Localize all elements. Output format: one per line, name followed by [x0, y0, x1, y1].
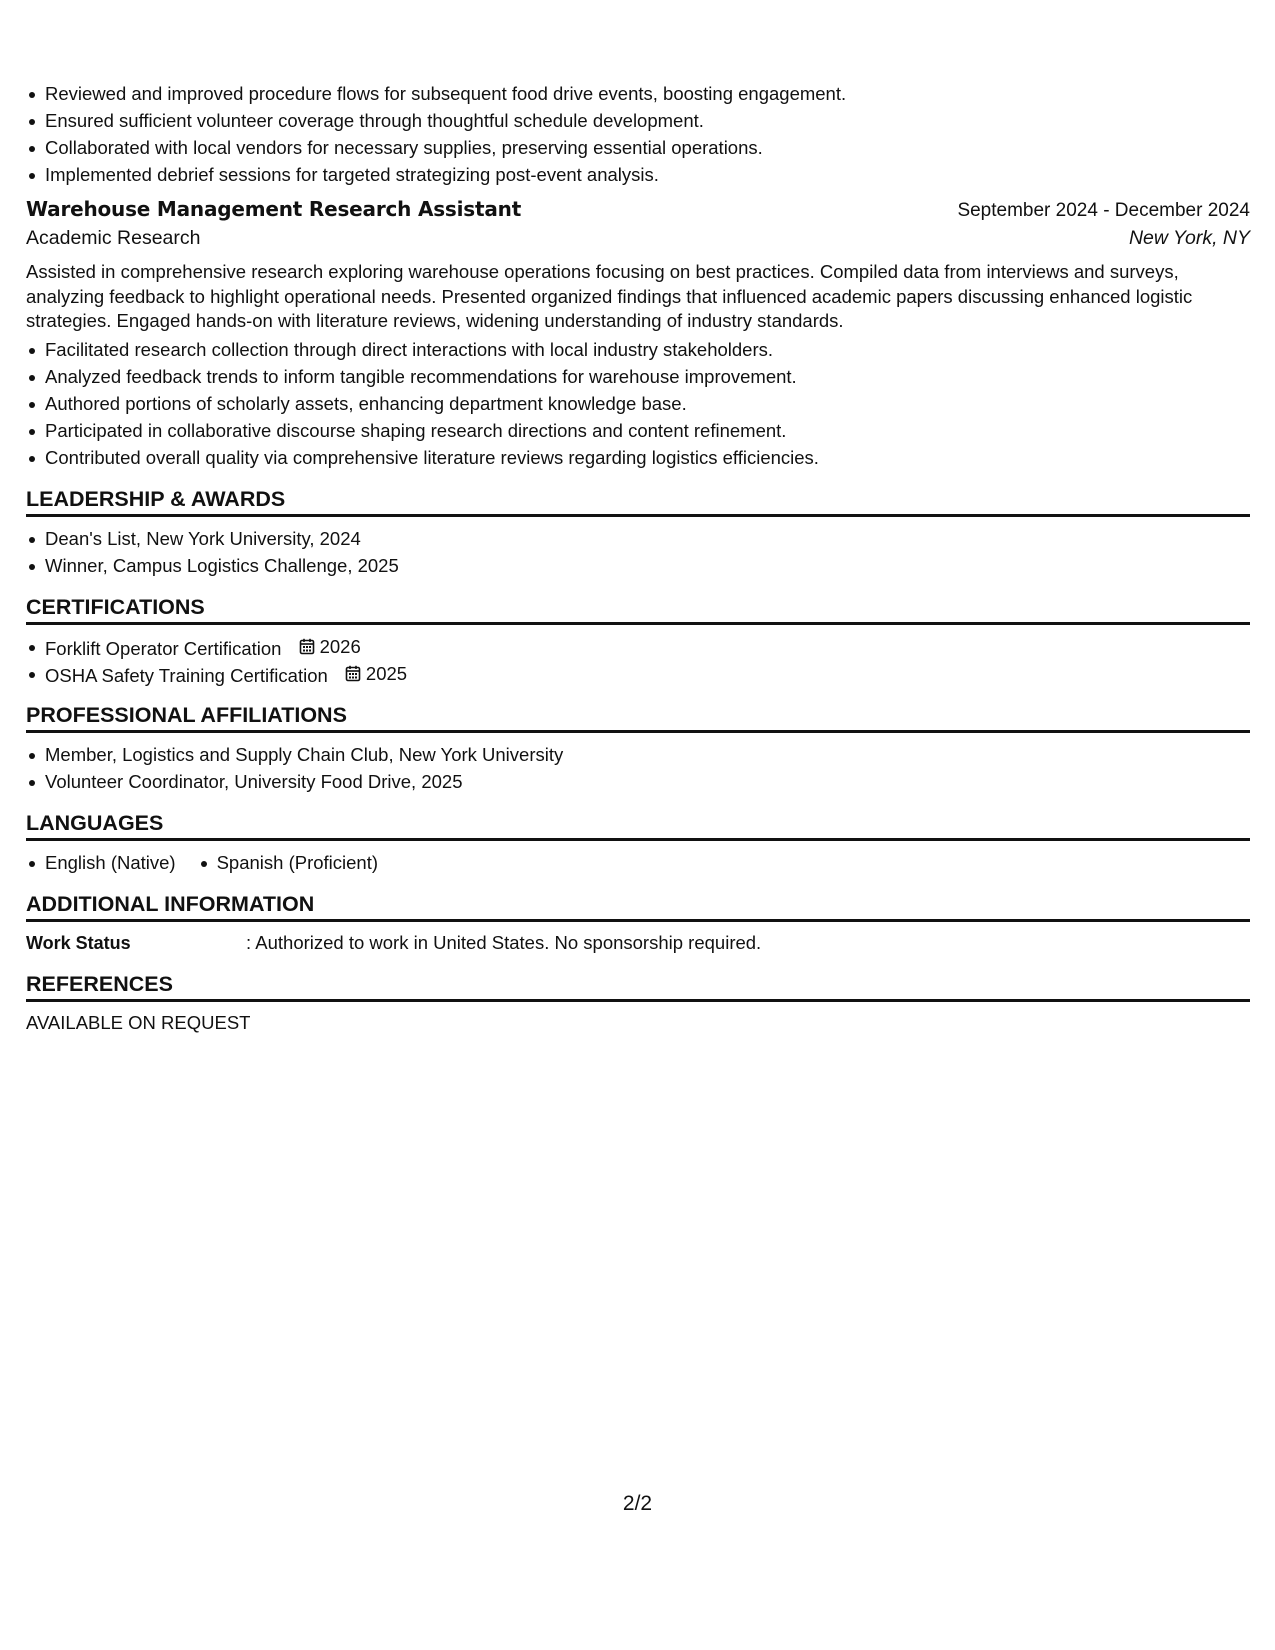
- calendar-icon: [345, 665, 361, 682]
- job-title: Warehouse Management Research Assistant: [26, 197, 522, 221]
- language-item: Spanish (Proficient): [198, 849, 378, 876]
- list-item: Volunteer Coordinator, University Food Drive, 2025: [26, 768, 1250, 795]
- affiliations-list: [26, 741, 1250, 795]
- certification-name: OSHA Safety Training Certification: [45, 664, 328, 686]
- list-item: [26, 633, 1250, 660]
- job-header: [26, 197, 1250, 227]
- job-bullets: [26, 336, 1250, 471]
- job-description: Assisted in comprehensive research exploring warehouse operations focusing on best practices. Compiled data from interviews and surveys, analyzing feedback to highlight operational needs. Presented organized findings that influenced academic papers discussing enhanced logistic strategies. Engaged hands-on with literature reviews, widening understanding of industry standards.: [26, 261, 1193, 331]
- list-item: Member, Logistics and Supply Chain Club, New York University: [26, 741, 1250, 768]
- list-item: Implemented debrief sessions for targeted strategizing post-event analysis.: [26, 161, 1250, 188]
- list-item: Collaborated with local vendors for necessary supplies, preserving essential operations.: [26, 134, 1250, 161]
- prev-job-bullets: [26, 80, 1250, 188]
- section-heading-references: REFERENCES: [26, 970, 1250, 1002]
- list-item: Participated in collaborative discourse shaping research directions and content refinement.: [26, 417, 1250, 444]
- certification-year: 2026: [319, 635, 361, 657]
- references-text: AVAILABLE ON REQUEST: [26, 1011, 251, 1033]
- list-item: Facilitated research collection through direct interactions with local industry stakeholders.: [26, 336, 1250, 363]
- languages-list: [26, 849, 1250, 876]
- list-item: Reviewed and improved procedure flows for subsequent food drive events, boosting engagement.: [26, 80, 1250, 107]
- job-subheader: [26, 227, 1250, 258]
- work-status-row: [26, 930, 1250, 956]
- section-heading-certifications: CERTIFICATIONS: [26, 593, 1250, 625]
- certification-date: [299, 633, 361, 660]
- list-item: Analyzed feedback trends to inform tangible recommendations for warehouse improvement.: [26, 363, 1250, 390]
- certification-year: 2025: [365, 662, 408, 684]
- calendar-icon: [299, 638, 315, 655]
- certification-date: [345, 660, 407, 687]
- job-location: New York, NY: [1128, 227, 1250, 249]
- list-item: Winner, Campus Logistics Challenge, 2025: [26, 552, 1250, 579]
- list-item: Authored portions of scholarly assets, enhancing department knowledge base.: [26, 390, 1250, 417]
- certifications-list: [26, 633, 1250, 687]
- job-dates: September 2024 - December 2024: [957, 200, 1250, 221]
- leadership-list: [26, 525, 1250, 579]
- list-item: Contributed overall quality via comprehensive literature reviews regarding logistics efficiencies.: [26, 444, 1250, 471]
- work-status-label: Work Status: [26, 932, 131, 953]
- list-item: Ensured sufficient volunteer coverage through thoughtful schedule development.: [26, 107, 1250, 134]
- resume-page: [26, 80, 1250, 1036]
- section-heading-leadership: LEADERSHIP & AWARDS: [26, 485, 1250, 517]
- section-heading-affiliations: PROFESSIONAL AFFILIATIONS: [26, 701, 1250, 733]
- section-heading-languages: LANGUAGES: [26, 809, 1250, 841]
- work-status-value: : Authorized to work in United States. No sponsorship required.: [246, 931, 762, 953]
- list-item: [26, 660, 1250, 687]
- page-number: 2/2: [622, 1492, 653, 1515]
- list-item: Dean's List, New York University, 2024: [26, 525, 1250, 552]
- job-organization: Academic Research: [26, 227, 201, 249]
- certification-name: Forklift Operator Certification: [45, 637, 282, 659]
- language-item: English (Native): [26, 849, 176, 876]
- section-heading-additional: ADDITIONAL INFORMATION: [26, 890, 1250, 922]
